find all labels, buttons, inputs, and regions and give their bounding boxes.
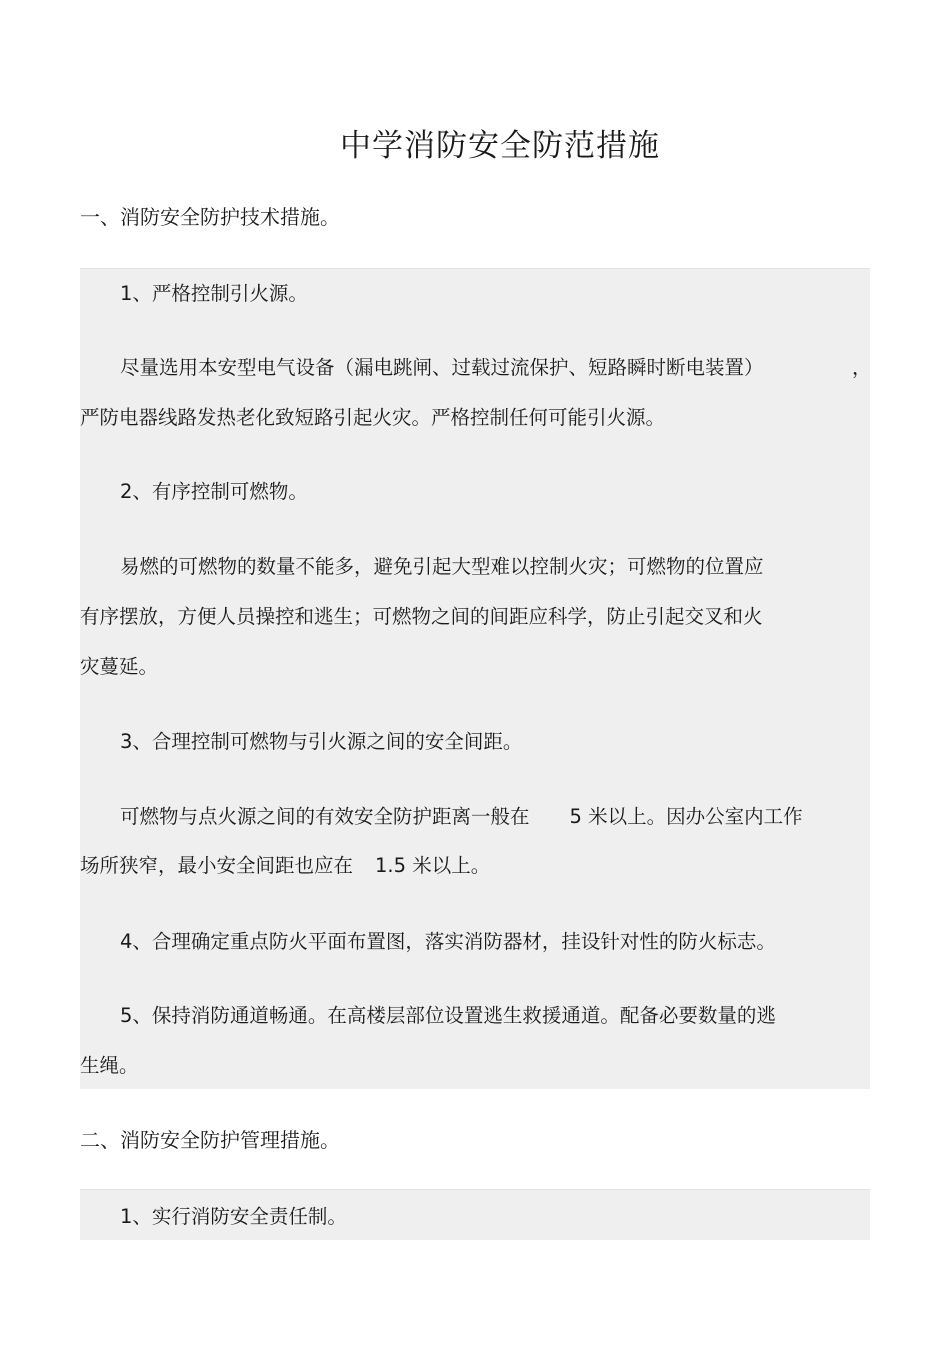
document-title: 中学消防安全防范措施: [340, 128, 660, 164]
section-2-item-1-heading: 1、实行消防安全责任制。: [120, 1205, 347, 1228]
item-3-paragraph-line-2: [80, 852, 490, 880]
item-2-paragraph-line-1: 易燃的可燃物的数量不能多，避免引起大型难以控制火灾；可燃物的位置应: [120, 555, 764, 578]
item-1-paragraph-line-2: 严防电器线路发热老化致短路引起火灾。严格控制任何可能引火源。: [80, 406, 666, 429]
section-1-shaded-block: [80, 268, 870, 1089]
item-1-paragraph-comma: ，: [852, 356, 872, 379]
section-1-heading: 一、消防安全防护技术措施。: [80, 205, 340, 229]
item-3-distance-text: 5 米以上。因办公室内工作: [569, 805, 803, 828]
item-2-heading: 2、有序控制可燃物。: [120, 480, 308, 503]
item-2-paragraph-line-2: 有序摆放，方便人员操控和逃生；可燃物之间的间距应科学，防止引起交叉和火: [80, 605, 763, 628]
item-5-heading-line-2: 生绳。: [80, 1054, 139, 1077]
item-1-paragraph-line-1-text: 尽量选用本安型电气设备（漏电跳闸、过载过流保护、短路瞬时断电装置）: [120, 356, 764, 379]
item-3-paragraph-line-2-text: 场所狭窄，最小安全间距也应在: [80, 854, 354, 877]
item-1-heading: 1、严格控制引火源。: [120, 282, 308, 305]
item-3-min-distance-text: 1.5 米以上。: [375, 854, 491, 877]
item-3-heading: 3、合理控制可燃物与引火源之间的安全间距。: [120, 730, 523, 753]
item-4-heading: 4、合理确定重点防火平面布置图，落实消防器材，挂设针对性的防火标志。: [120, 930, 776, 953]
item-5-heading-line-1: 5、保持消防通道畅通。在高楼层部位设置逃生救援通道。配备必要数量的逃: [120, 1004, 776, 1027]
item-2-paragraph-line-3: 灾蔓延。: [80, 655, 159, 678]
item-3-paragraph-line-1-text: 可燃物与点火源之间的有效安全防护距离一般在: [120, 805, 530, 828]
item-1-paragraph-line-1: [120, 354, 764, 382]
section-2-heading: 二、消防安全防护管理措施。: [80, 1128, 340, 1152]
item-3-paragraph-line-1: [120, 803, 803, 831]
